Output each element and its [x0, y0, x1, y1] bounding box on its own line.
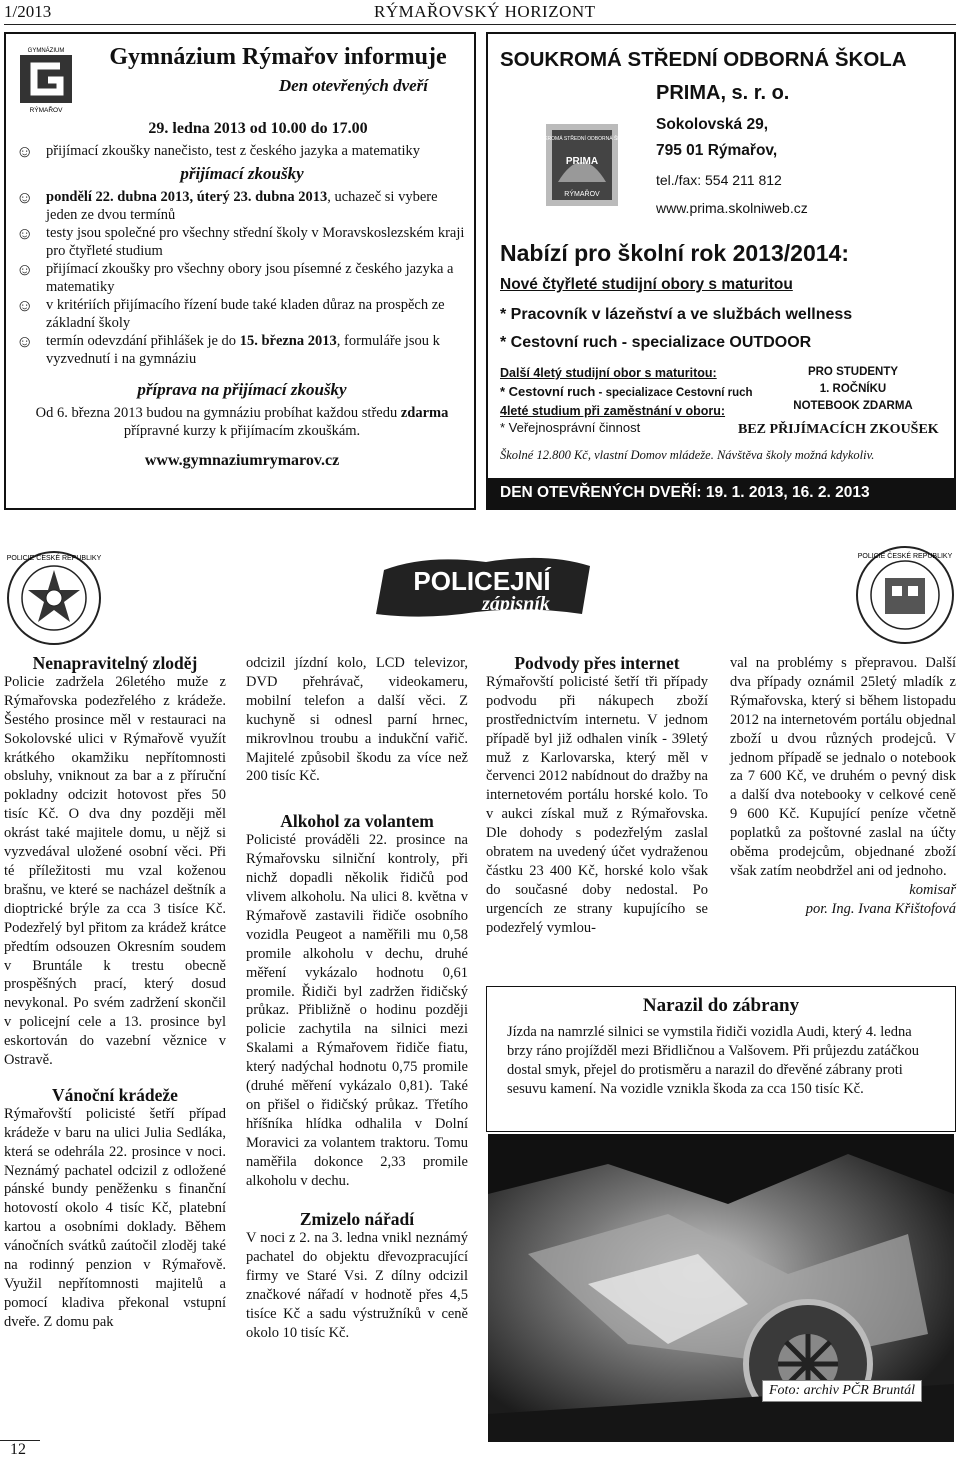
prima-work-label: 4leté studium při zaměstnání v oboru:: [500, 404, 726, 418]
gym-date: 29. ledna 2013 od 10.00 do 17.00: [148, 120, 368, 137]
article-body: V noci z 2. na 3. ledna vnikl neznámý pachatel do objektu dřevozpracující firmy ve Staré Vsi. Z dílny odcizil značkové nářadí v hodnotě přes 4,5 tisíce Kč a sadu výstružníků v ceně okolo 10 tisíc Kč.: [246, 1230, 468, 1341]
signature-name: por. Ing. Ivana Křištofová: [805, 900, 956, 917]
prima-title: SOUKROMÁ STŘEDNÍ ODBORNÁ ŠKOLA: [500, 48, 907, 71]
article-body: Rýmařovští policisté šetří tři případy podvodu při nákupech zboží prostřednictvím internetu. V jednom případě byl již odhalen viník - 39letý muž z Karlovarska, který měl v červenci 2012 nabídnout do dražby na internetovém portálu horské kolo. To v aukci získal muž z Rýmařovska. Dle dohody s podezřelým zaslal obratem na uvedený účet vydraženou částku 23 400 Kč, horské kolo však do současné doby nedostal. Po urgencích ze strany kupujícího se podezřelý vymlou-: [486, 673, 708, 936]
police-badge-left: [4, 548, 104, 648]
prima-logo: [533, 122, 631, 208]
prima-logo-mid: PRIMA: [565, 156, 599, 167]
prima-fee: Školné 12.800 Kč, vlastní Domov mládeže. Návštěva školy možná kdykoliv.: [500, 448, 875, 462]
prima-logo-top: SOUKROMÁ STŘEDNÍ ODBORNÁ ŠKOLA: [533, 136, 631, 142]
gym-item-5: ☺ v kritériích přijímacího řízení bude také kladen důraz na prospěch ze základní školy: [16, 296, 445, 331]
smiley-icon: ☺: [16, 332, 34, 351]
prima-new-fields: Nové čtyřleté studijní obory s maturitou: [500, 276, 793, 293]
prima-website-link[interactable]: www.prima.skolniweb.cz: [656, 200, 808, 216]
publication-title: RÝMAŘOVSKÝ HORIZONT: [374, 2, 596, 21]
issue-number: 1/2013: [4, 2, 52, 21]
prima-promo-line2: 1. ROČNÍKU: [819, 383, 887, 395]
prima-logo-bottom: RÝMAŘOV: [564, 191, 600, 198]
smiley-icon: ☺: [16, 188, 34, 207]
logo-text-top: GYMNÁZIUM: [27, 48, 65, 54]
prima-promo: [778, 364, 928, 415]
prima-name: PRIMA, s. r. o.: [656, 82, 790, 104]
prima-promo-line3: NOTEBOOK ZDARMA: [793, 400, 913, 412]
smiley-icon: ☺: [16, 260, 34, 279]
photo-caption: Foto: archiv PČR Bruntál: [762, 1380, 922, 1402]
gym-item-4: ☺ přijímací zkoušky pro všechny obory jsou písemné z českého jazyka a matematiky: [16, 260, 454, 295]
smiley-icon: ☺: [16, 224, 34, 243]
article-heading: Alkohol za volantem: [280, 811, 434, 832]
police-badge-right: [854, 544, 956, 646]
prima-other-field: * Cestovní ruch - specializace Cestovní ruch: [500, 384, 753, 399]
article-column-4: [730, 654, 956, 919]
article-body: Rýmařovští policisté šetří případ krádeže v baru na ulici Julia Sedláka, která se odehrála 22. prosince v noci. Neznámý pachatel odcizil z odložené pánské bundy peněženku s finanční hotovostí okolo 4 tisíc Kč, platební kartou a osobními doklady. Během vánočních svátků zaútočil zloděj také na rodinný penzion v Rýmařově. Využil nepřítomnosti majitelů a pomocí kladiva překonal vstupní dveře. Z domu pak: [4, 1105, 226, 1330]
crash-photo: [488, 1134, 954, 1442]
article-body: odcizil jízdní kolo, LCD televizor, DVD přehrávač, videokameru, mobilní telefon a další věci. Z kuchyně si odnesl parní hrnec, mikrovlnou troubu a indukční vařič. Majitelé způsobil škodu za více než 200 tisíc Kč.: [246, 655, 468, 785]
gym-section-prep: příprava na přijímací zkoušky: [137, 380, 347, 399]
badge-text: POLICIE ČESKÉ REPUBLIKY: [6, 555, 102, 562]
signature-title: komisař: [909, 881, 956, 898]
prima-offer: Nabízí pro školní rok 2013/2014:: [500, 240, 849, 266]
smiley-icon: ☺: [16, 296, 34, 315]
gym-item-1: ☺ přijímací zkoušky nanečisto, test z českého jazyka a matematiky: [16, 142, 421, 161]
prima-phone: tel./fax: 554 211 812: [656, 172, 782, 188]
page-number: 12: [10, 1441, 26, 1458]
article-column-1: [4, 654, 226, 1332]
gym-subtitle: Den otevřených dveří: [278, 76, 428, 95]
article-column-3: [486, 654, 708, 938]
gym-item-2: ☺ pondělí 22. dubna 2013, úterý 23. dubna 2013, uchazeč si vybere jeden ze dvou termínů: [16, 188, 438, 223]
prima-other-label: Další 4letý studijní obor s maturitou:: [500, 366, 717, 380]
article-column-2: [246, 654, 468, 1343]
article-heading: Narazil do zábrany: [642, 995, 800, 1016]
gymnazium-logo: [16, 44, 76, 116]
article-body: Policie zadržela 26letého muže z Rýmařovska podezřelého z krádeže. Šestého prosince měl v restauraci na Sokolovské ulici v Rýmařově využít krátkého okamžiku nepřítomnosti obsluhy, vniknout za bar a z příruční pokladny odcizit hotovost přes 50 tisíc Kč. O dva dny později měl okrást také majitele domu, u nějž si vyzvedával uložené osobní věci. Při té příležitosti mu vzal koženou brašnu, ve které se nacházel deštník a dioptrické brýle za cca 3 tisíce Kč. Podezřelý byl přitom za krádež krátce předtím odsouzen Okresním soudem v Bruntále k trestu obecně prospěšných prací, který dosud nevykonal. Po svém zadržení skončil v policejní cele a 13. prosince byl eskortován do vazební věznice v Ostravě.: [4, 673, 226, 1069]
banner-line1: POLICEJNÍ: [413, 566, 551, 596]
prima-ad: [486, 32, 956, 510]
article-body: val na problémy s přepravou. Další dva případy oznámil 25letý mladík z Rýmařovska, který si během listopadu 2012 na internetovém portálu objednal zboží u dvou různých prodejců. V jednom případě se jednalo o notebook za 7 600 Kč, ve druhém o pevný disk a další dva notebooky v celkové ceně 9 600 Kč. Kupující peníze včetně poplatků za poštovné zaslal na účty oběma prodejcům, objednané zboží však zatím neobdržel ani od jednoho.: [730, 655, 956, 879]
prima-work-field: * Veřejnosprávní činnost: [500, 420, 641, 435]
banner-line2: zápisník: [482, 593, 550, 615]
article-heading: Zmizelo nářadí: [299, 1209, 415, 1230]
gymnazium-ad: [4, 32, 476, 510]
gym-section-exams: přijímací zkoušky: [180, 164, 304, 183]
crash-article: [486, 986, 956, 1132]
article-heading: Nenapravitelný zloděj: [32, 653, 198, 673]
gym-item-6: ☺ termín odevzdání přihlášek je do 15. března 2013, formuláře jsou k vyzvednutí i na gymnáziu: [16, 332, 440, 367]
smiley-icon: ☺: [16, 142, 34, 161]
gym-item-3: ☺ testy jsou společné pro všechny střední školy v Moravskoslezském kraji pro čtyřleté studium: [16, 224, 465, 259]
gym-website-link[interactable]: www.gymnaziumrymarov.cz: [144, 452, 340, 469]
article-body: Policisté prováděli 22. prosince na Rýmařovsku silniční kontroly, při nichž dopadli několik řidičů pod vlivem alkoholu. Na ulici 8. května v Rýmařově zastavili řidiče osobního vozidla Peugeot a naměřili mu 0,58 promile alkoholu v dechu, druhé měření vykázalo hodnotu 0,61 promile. Řidiči byl zadržen řidičský průkaz. Přibližně o hodinu později policie zachytila na silnici mezi Skalami a Rýmařovem řidiče fiatu, který nadýchal hodnotu 0,75 promile (druhé měření vykázalo 0,81). Také on přišel o řidičský průkaz. Třetího hříšníka hlídka odhalila v Dolní Moravici za volantem traktoru. Tomu naměřila dokonce 2,33 promile alkoholu v dechu.: [246, 832, 468, 1189]
article-body: Jízda na namrzlé silnici se vymstila řidiči vozidla Audi, který 4. ledna brzy ráno projížděl mezi Břidličnou a Valšovem. Při průjezdu zatáčkou dostal smyk, přejel do protisměru a narazil do dřevěné zábrany proti sesuvu kamení. Na vozidle vznikla škoda za cca 150 tisíc Kč.: [507, 1024, 920, 1097]
prima-no-exams: BEZ PŘIJÍMACÍCH ZKOUŠEK: [738, 422, 939, 437]
logo-text-bottom: RÝMAŘOV: [29, 107, 63, 114]
badge-text: POLICIE ČESKÉ REPUBLIKY: [857, 553, 953, 560]
police-banner: [366, 548, 598, 622]
page-header: [4, 2, 956, 25]
prima-street: Sokolovská 29,: [656, 116, 769, 133]
prima-city: 795 01 Rýmařov,: [656, 142, 778, 159]
prima-open-days: DEN OTEVŘENÝCH DVEŘÍ: 19. 1. 2013, 16. 2. 2013: [488, 478, 954, 508]
gym-title: Gymnázium Rýmařov informuje: [109, 44, 447, 70]
prima-field-2: * Cestovní ruch - specializace OUTDOOR: [500, 334, 812, 351]
article-heading: Vánoční krádeže: [52, 1084, 178, 1105]
article-heading: Podvody přes internet: [514, 653, 680, 673]
gym-prep-text: Od 6. března 2013 budou na gymnáziu probíhat každou středu zdarma přípravné kurzy k přijímacím zkouškám.: [35, 405, 449, 439]
prima-promo-line1: PRO STUDENTY: [807, 366, 899, 378]
prima-field-1: * Pracovník v lázeňství a ve službách wellness: [500, 306, 853, 323]
